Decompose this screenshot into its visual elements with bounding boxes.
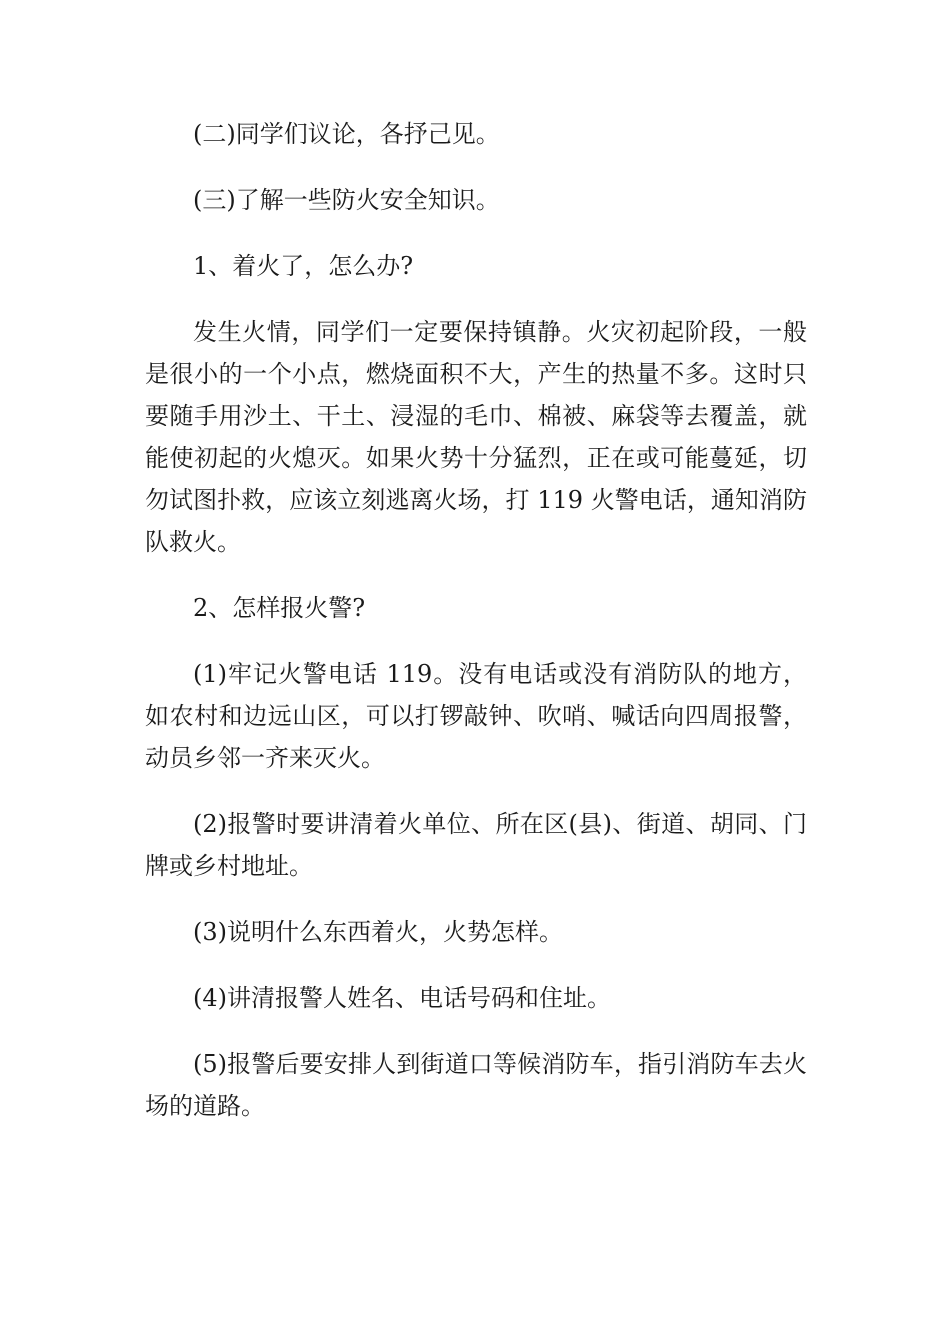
paragraph-state-address: (2)报警时要讲清着火单位、所在区(县)、街道、胡同、门牌或乡村地址。	[145, 810, 807, 880]
paragraph-stay-calm: 发生火情，同学们一定要保持镇静。火灾初起阶段，一般是很小的一个小点，燃烧面积不大，产生的热量不多。这时只要随手用沙土、干土、浸湿的毛巾、棉被、麻袋等去覆盖，就能使初起的火熄灭。如果火势十分猛烈，正在或可能蔓延，切勿试图扑救，应该立刻逃离火场，打 119 火警电话，通知消防队救火。	[145, 318, 807, 556]
document-body	[145, 113, 807, 1151]
heading-what-to-do-on-fire: 1、着火了，怎么办?	[193, 252, 414, 280]
paragraph-fire-safety-intro: (三)了解一些防火安全知识。	[193, 186, 500, 214]
paragraph-discussion: (二)同学们议论，各抒己见。	[193, 120, 500, 148]
paragraph-caller-info: (4)讲清报警人姓名、电话号码和住址。	[193, 984, 611, 1012]
paragraph-describe-fire: (3)说明什么东西着火，火势怎样。	[193, 918, 563, 946]
paragraph-guide-fire-truck: (5)报警后要安排人到街道口等候消防车，指引消防车去火场的道路。	[145, 1050, 807, 1120]
heading-how-to-report-fire: 2、怎样报火警?	[193, 594, 366, 622]
paragraph-remember-119: (1)牢记火警电话 119。没有电话或没有消防队的地方，如农村和边远山区，可以打锣敲钟、吹哨、喊话向四周报警，动员乡邻一齐来灭火。	[145, 660, 807, 772]
